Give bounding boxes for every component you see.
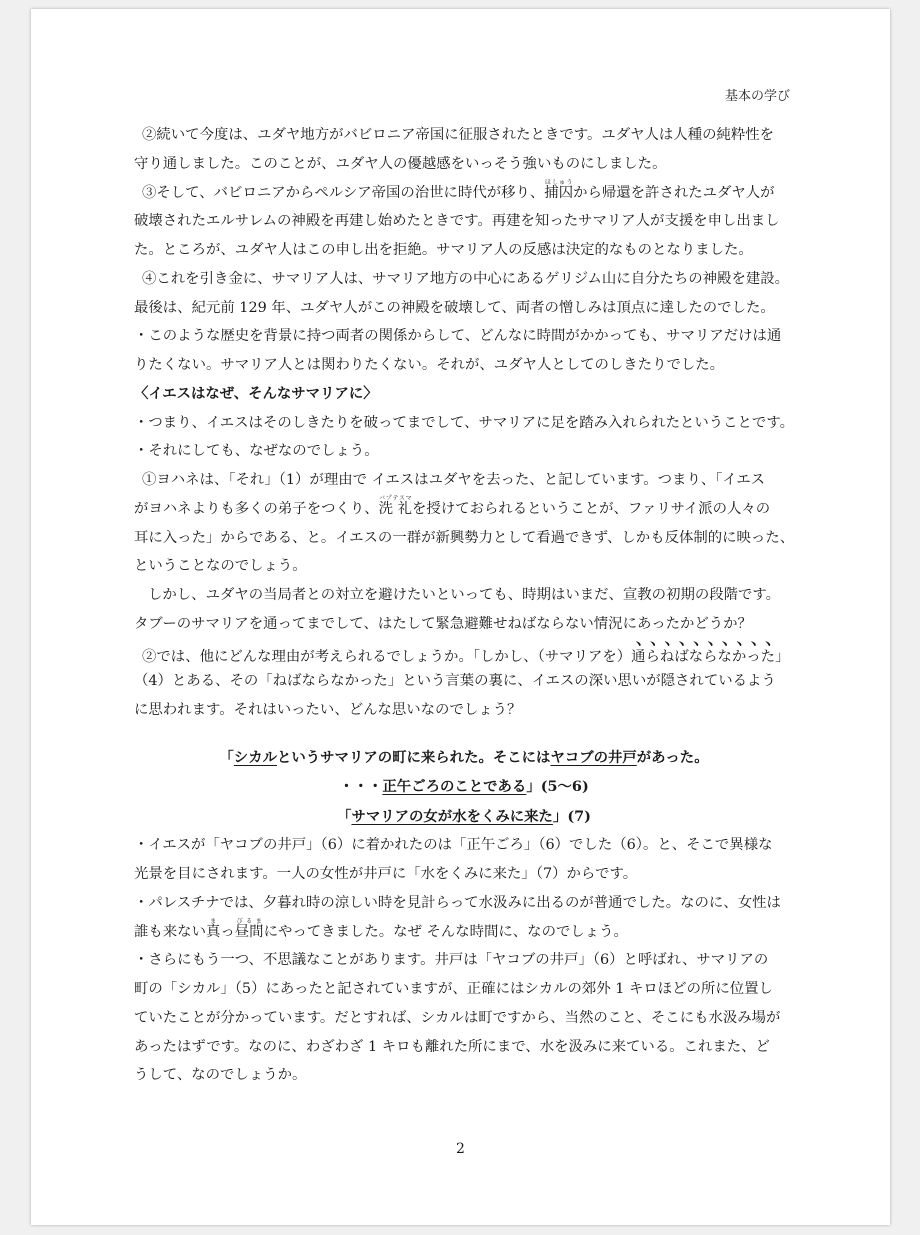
paragraph-line: うして、なのでしょうか。 bbox=[134, 1067, 307, 1084]
spacer bbox=[134, 725, 794, 743]
scripture-quote: ・・・正午ごろのことである」(5〜6) bbox=[339, 778, 589, 796]
paragraph-line: あったはずです。なのに、わざわざ 1 キロも離れた所にまで、水を汲みに来ている。これまた、ど bbox=[134, 1038, 770, 1055]
paragraph-line: 破壊されたエルサレムの神殿を再建し始めたときです。再建を知ったサマリア人が支援を申し出まし bbox=[134, 213, 780, 230]
paragraph-line: ②続いて今度は、ユダヤ地方がバビロニア帝国に征服されたときです。ユダヤ人は人種の純粋性を bbox=[142, 127, 775, 143]
paragraph-line: がヨハネよりも多くの弟子をつくり、洗 礼バプテスマを授けておられるということが、ファリサイ派の人々の bbox=[134, 494, 771, 517]
paragraph-line: 最後は、紀元前 129 年、ユダヤ人がこの神殿を破壊して、両者の憎しみは頂点に達したのでした。 bbox=[134, 299, 775, 316]
paragraph-line: ③そして、バビロニアからペルシア帝国の治世に時代が移り、捕囚ほしゅうから帰還を許されたユダヤ人が bbox=[142, 178, 775, 201]
paragraph-line: ・それにしても、なぜなのでしょう。 bbox=[134, 443, 379, 460]
paragraph-line: ①ヨハネは、「それ」（1）が理由で イエスはユダヤを去った、と記しています。つまり、「イエス bbox=[142, 472, 766, 488]
paragraph-line: 誰も来ない真まっ昼間ぴるまにやってきました。なぜ そんな時間に、なのでしょう。 bbox=[134, 917, 628, 940]
page-body bbox=[134, 121, 794, 1090]
paragraph-line: しかし、ユダヤの当局者との対立を避けたいといっても、時期はいまだ、宣教の初期の段階です。 bbox=[148, 587, 781, 603]
paragraph-line: りたくない。サマリア人とは関わりたくない。それが、ユダヤ人としてのしきたりでした。 bbox=[134, 357, 725, 373]
paragraph-line: た。ところが、ユダヤ人はこの申し出を拒絶。サマリア人の反感は決定的なものとなりました。 bbox=[134, 242, 753, 258]
scripture-quote: 「サマリアの女が水をくみに来た」(7) bbox=[337, 807, 591, 825]
paragraph-line: に思われます。それはいったい、どんな思いなのでしょう？ bbox=[134, 702, 522, 718]
document-page bbox=[31, 9, 890, 1225]
scripture-quote: 「シカルというサマリアの町に来られた。そこにはヤコブの井戸があった。 bbox=[219, 748, 709, 766]
paragraph-line: 光景を目にされます。一人の女性が井戸に「水をくみに来た」（7）からです。 bbox=[134, 866, 638, 882]
running-header: 基本の学び bbox=[724, 89, 790, 104]
ruby-reading: ぴるま bbox=[234, 917, 264, 925]
paragraph-line: ②では、他にどんな理由が考えられるでしょうか。「しかし、（サマリアを）通らねばならなかった」 bbox=[142, 648, 790, 665]
paragraph-line: ・このような歴史を背景に持つ両者の関係からして、どんなに時間がかかっても、サマリアだけは通 bbox=[134, 328, 782, 345]
paragraph-line: ④これを引き金に、サマリア人は、サマリア地方の中心にあるゲリジム山に自分たちの神殿を建設。 bbox=[142, 270, 790, 287]
ruby-reading: バプテスマ bbox=[378, 494, 412, 502]
ruby-reading: ま bbox=[205, 917, 221, 925]
paragraph-line: 町の「シカル」（5）にあったと記されていますが、正確にはシカルの郊外 1 キロほどの所に位置し bbox=[134, 981, 773, 997]
paragraph-line: タブーのサマリアを通ってまでして、はたして緊急避難せねばならない情況にあったかどうか？ bbox=[134, 615, 752, 632]
paragraph-line: ということなのでしょう。 bbox=[134, 558, 307, 575]
ruby-reading: ほしゅう bbox=[544, 178, 574, 186]
paragraph-line: ていたことが分かっています。だとすれば、シカルは町ですから、当然のこと、そこにも水汲み場が bbox=[134, 1009, 781, 1026]
page-number: 2 bbox=[456, 1141, 465, 1157]
paragraph-line: （4）とある、その「ねばならなかった」という言葉の裏に、イエスの深い思いが隠されているよう bbox=[134, 673, 776, 690]
section-heading: 〈イエスはなぜ、そんなサマリアに〉 bbox=[134, 384, 378, 402]
paragraph-line: ・イエスが「ヤコブの井戸」（6）に着かれたのは「正午ごろ」（6）でした（6）。と、そこで異様な bbox=[134, 837, 773, 854]
paragraph-line: ・パレスチナでは、夕暮れ時の涼しい時を見計らって水汲みに出るのが普通でした。なのに、女性は bbox=[134, 894, 781, 911]
paragraph-line: 耳に入った」からである、と。イエスの一群が新興勢力として看過できず、しかも反体制的に映った、 bbox=[134, 529, 795, 546]
paragraph-line: 守り通しました。このことが、ユダヤ人の優越感をいっそう強いものにしました。 bbox=[134, 155, 667, 172]
paragraph-line: ・さらにもう一つ、不思議なことがあります。井戸は「ヤコブの井戸」（6）と呼ばれ、サマリアの bbox=[134, 952, 769, 969]
paragraph-line: ・つまり、イエスはそのしきたりを破ってまでして、サマリアに足を踏み入れられたということです。 bbox=[134, 414, 794, 431]
